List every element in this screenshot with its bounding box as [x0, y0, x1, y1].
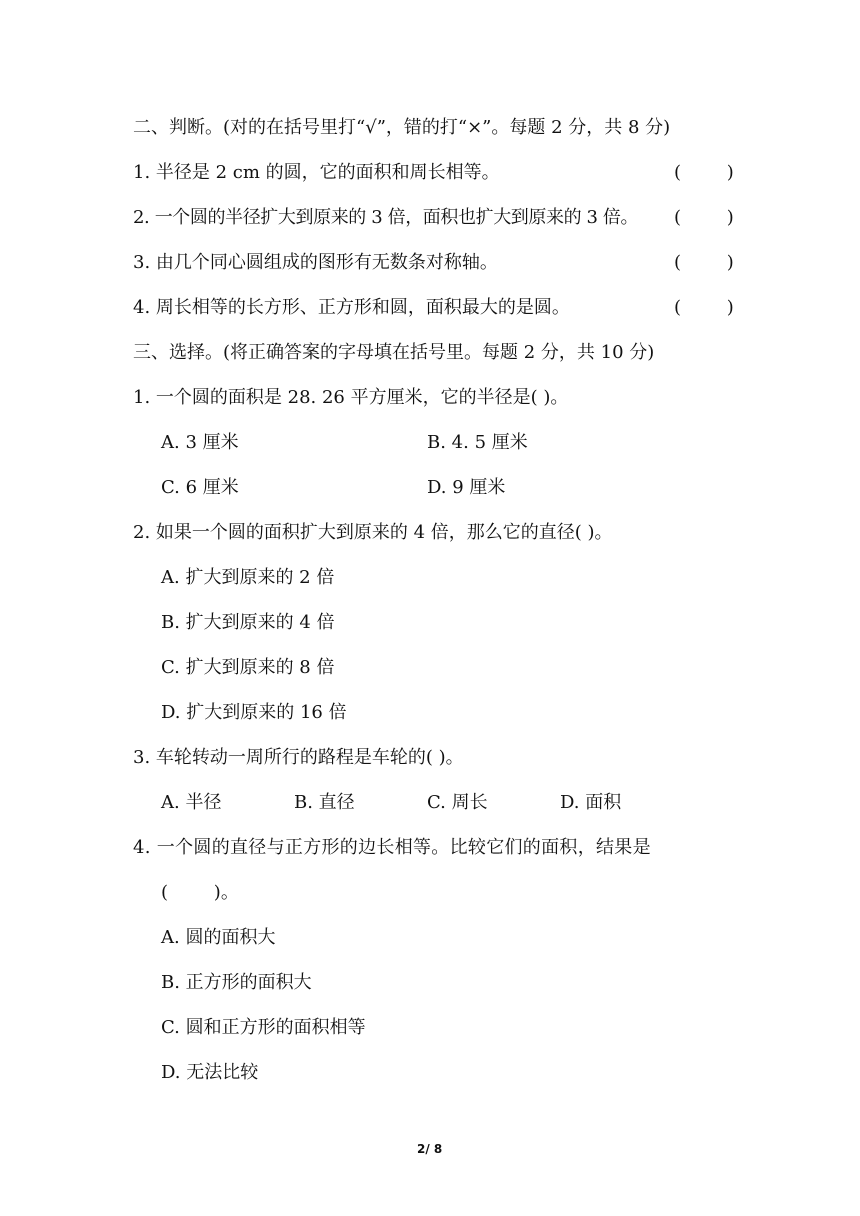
- judge-item-1: 1. 半径是 2 cm 的圆，它的面积和周长相等。: [133, 162, 500, 183]
- q1-option-d[interactable]: D. 9 厘米: [427, 477, 506, 498]
- q3-option-a[interactable]: A. 半径: [161, 792, 222, 813]
- q2-option-d[interactable]: D. 扩大到原来的 16 倍: [161, 702, 347, 723]
- answer-paren-3[interactable]: ( ): [674, 252, 734, 273]
- q2-option-a[interactable]: A. 扩大到原来的 2 倍: [161, 567, 335, 588]
- answer-paren-4[interactable]: ( ): [674, 297, 734, 318]
- question-1: 1. 一个圆的面积是 28. 26 平方厘米，它的半径是( )。: [133, 387, 569, 408]
- q4-option-c[interactable]: C. 圆和正方形的面积相等: [161, 1017, 366, 1038]
- question-4: 4. 一个圆的直径与正方形的边长相等。比较它们的面积，结果是: [133, 837, 651, 858]
- q3-option-d[interactable]: D. 面积: [560, 792, 622, 813]
- page-number: 2/ 8: [417, 1142, 443, 1156]
- question-4-cont: ( )。: [161, 882, 239, 903]
- judge-item-4: 4. 周长相等的长方形、正方形和圆，面积最大的是圆。: [133, 297, 570, 318]
- q3-option-c[interactable]: C. 周长: [427, 792, 488, 813]
- q2-option-b[interactable]: B. 扩大到原来的 4 倍: [161, 612, 335, 633]
- choose-heading: 三、选择。(将正确答案的字母填在括号里。每题 2 分，共 10 分): [133, 342, 655, 363]
- q3-option-b[interactable]: B. 直径: [294, 792, 355, 813]
- q1-option-c[interactable]: C. 6 厘米: [161, 477, 239, 498]
- judge-heading: 二、判断。(对的在括号里打“√”，错的打“×”。每题 2 分，共 8 分): [133, 117, 671, 138]
- q4-option-a[interactable]: A. 圆的面积大: [161, 927, 276, 948]
- q1-option-a[interactable]: A. 3 厘米: [161, 432, 239, 453]
- q2-option-c[interactable]: C. 扩大到原来的 8 倍: [161, 657, 335, 678]
- q4-option-d[interactable]: D. 无法比较: [161, 1062, 259, 1083]
- q1-option-b[interactable]: B. 4. 5 厘米: [427, 432, 528, 453]
- q4-option-b[interactable]: B. 正方形的面积大: [161, 972, 312, 993]
- question-2: 2. 如果一个圆的面积扩大到原来的 4 倍，那么它的直径( )。: [133, 522, 613, 543]
- judge-item-3: 3. 由几个同心圆组成的图形有无数条对称轴。: [133, 252, 498, 273]
- answer-paren-1[interactable]: ( ): [674, 162, 734, 183]
- judge-item-2: 2. 一个圆的半径扩大到原来的 3 倍，面积也扩大到原来的 3 倍。: [133, 207, 639, 228]
- answer-paren-2[interactable]: ( ): [674, 207, 734, 228]
- question-3: 3. 车轮转动一周所行的路程是车轮的( )。: [133, 747, 464, 768]
